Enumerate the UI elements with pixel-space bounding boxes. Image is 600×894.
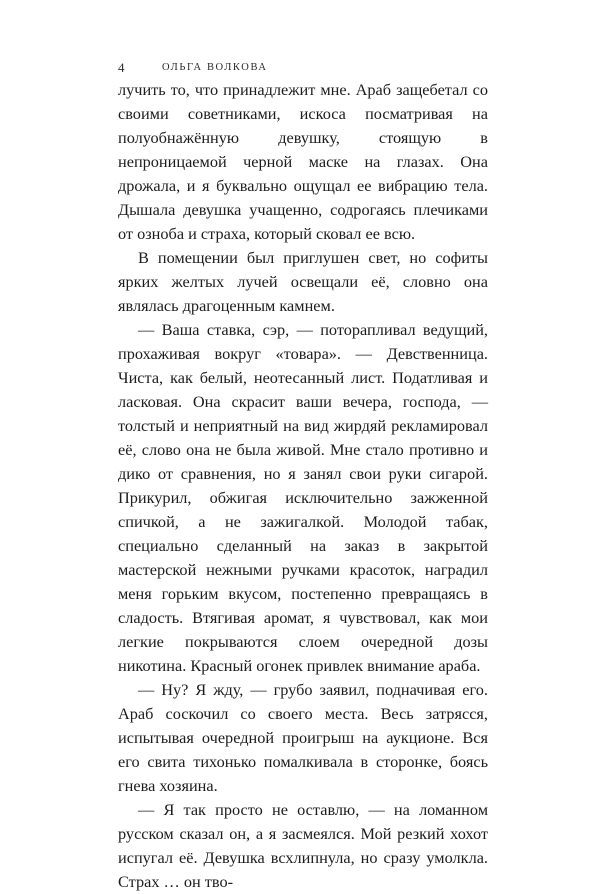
- running-head-author: ОЛЬГА ВОЛКОВА: [162, 62, 268, 73]
- paragraph-1: лучить то, что принадлежит мне. Араб защебетал со своими советниками, искоса посматривая на полуобнажённую девушку, стоящую в непроницаемой черной маске на глазах. Она дрожала, и я буквально ощущал ее вибрацию тела. Дышала девушка учащенно, содрогаясь плечиками от озноба и страха, который сковал ее всю.: [118, 80, 488, 243]
- paragraph-3: — Ваша ставка, сэр, — поторапливал ведущий, прохаживая вокруг «товара». — Девственница. Чиста, как белый, неотесанный лист. Податливая и ласковая. Она скрасит ваши вечера, господа, — толстый и неприятный на вид жирдяй рекламировал её, слово она не была живой. Мне стало противно и дико от сравнения, но я занял свои руки сигарой. Прикурил, обжигая исключительно зажженной спичкой, а не зажигалкой. Молодой табак, специально сделанный на заказ в закрытой мастерской нежными ручками красоток, наградил меня горьким вкусом, постепенно превращаясь в сладость. Втягивая аромат, я чувствовал, как мои легкие покрываются слоем очередной дозы никотина. Красный огонек привлек внимание араба.: [118, 320, 488, 675]
- paragraph-5: — Я так просто не оставлю, — на ломанном русском сказал он, а я засмеялся. Мой резкий хохот испугал её. Девушка всхлипнула, но сразу умолкла. Страх … он тво-: [118, 800, 488, 891]
- page-number: 4: [118, 60, 125, 75]
- paragraph-4: — Ну? Я жду, — грубо заявил, подначивая его. Араб соскочил со своего места. Весь затрясся, испытывая очередной проигрыш на аукционе. Вся его свита тихонько помалкивала в сторонке, боясь гнева хозяина.: [118, 680, 488, 795]
- paragraph-2: В помещении был приглушен свет, но софиты ярких желтых лучей освещали её, словно она являлась драгоценным камнем.: [118, 248, 488, 315]
- body-text: [118, 78, 488, 894]
- running-head: [118, 58, 478, 78]
